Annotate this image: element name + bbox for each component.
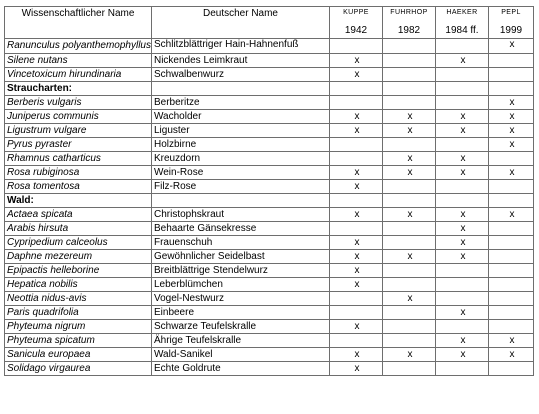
table-row bbox=[5, 96, 534, 110]
occurrence-mark-cell bbox=[435, 68, 488, 82]
occurrence-mark-cell: x bbox=[382, 166, 435, 180]
occurrence-mark-cell: x bbox=[329, 320, 382, 334]
occurrence-mark-cell bbox=[382, 96, 435, 110]
scientific-name-cell: Solidago virgaurea bbox=[5, 362, 152, 376]
source-author: PEPL bbox=[501, 9, 521, 16]
german-name-cell: Christophskraut bbox=[151, 208, 329, 222]
occurrence-mark-cell: x bbox=[329, 54, 382, 68]
empty-cell bbox=[382, 194, 435, 208]
scientific-name-cell: Sanicula europaea bbox=[5, 348, 152, 362]
occurrence-mark-cell bbox=[435, 96, 488, 110]
occurrence-mark-cell bbox=[435, 180, 488, 194]
occurrence-mark-cell: x bbox=[488, 110, 533, 124]
occurrence-mark-cell bbox=[488, 306, 533, 320]
occurrence-mark-cell: x bbox=[382, 208, 435, 222]
occurrence-mark-cell bbox=[382, 180, 435, 194]
occurrence-mark-cell bbox=[435, 39, 488, 54]
occurrence-mark-cell: x bbox=[435, 166, 488, 180]
scientific-name-cell: Actaea spicata bbox=[5, 208, 152, 222]
occurrence-mark-cell bbox=[329, 39, 382, 54]
table-row bbox=[5, 138, 534, 152]
table-header bbox=[5, 7, 534, 39]
german-name-cell: Wacholder bbox=[151, 110, 329, 124]
occurrence-mark-cell: x bbox=[435, 334, 488, 348]
table-row bbox=[5, 222, 534, 236]
occurrence-mark-cell: x bbox=[329, 236, 382, 250]
german-name-cell: Nickendes Leimkraut bbox=[151, 54, 329, 68]
occurrence-mark-cell: x bbox=[329, 264, 382, 278]
occurrence-mark-cell bbox=[488, 180, 533, 194]
occurrence-mark-cell: x bbox=[329, 278, 382, 292]
occurrence-mark-cell bbox=[382, 39, 435, 54]
scientific-name-cell: Berberis vulgaris bbox=[5, 96, 152, 110]
occurrence-mark-cell bbox=[435, 278, 488, 292]
empty-cell bbox=[435, 194, 488, 208]
scientific-name-cell: Epipactis helleborine bbox=[5, 264, 152, 278]
occurrence-mark-cell: x bbox=[435, 348, 488, 362]
german-name-cell: Frauenschuh bbox=[151, 236, 329, 250]
occurrence-mark-cell bbox=[382, 138, 435, 152]
source-year: 1999 bbox=[499, 25, 523, 36]
scientific-name-cell: Paris quadrifolia bbox=[5, 306, 152, 320]
occurrence-mark-cell bbox=[488, 362, 533, 376]
occurrence-mark-cell: x bbox=[382, 152, 435, 166]
table-row bbox=[5, 68, 534, 82]
table-row bbox=[5, 124, 534, 138]
german-name-cell: Behaarte Gänsekresse bbox=[151, 222, 329, 236]
table-row bbox=[5, 166, 534, 180]
occurrence-mark-cell: x bbox=[435, 110, 488, 124]
german-name-cell: Berberitze bbox=[151, 96, 329, 110]
empty-cell bbox=[151, 194, 329, 208]
german-name-cell: Holzbirne bbox=[151, 138, 329, 152]
header-row bbox=[5, 7, 534, 39]
occurrence-mark-cell: x bbox=[382, 250, 435, 264]
scientific-name-cell: Cypripedium calceolus bbox=[5, 236, 152, 250]
table-row bbox=[5, 306, 534, 320]
occurrence-mark-cell: x bbox=[435, 124, 488, 138]
section-label: Wald: bbox=[5, 194, 152, 208]
occurrence-mark-cell bbox=[435, 138, 488, 152]
occurrence-mark-cell: x bbox=[329, 250, 382, 264]
source-author: KUPPE bbox=[343, 9, 369, 16]
table-row bbox=[5, 292, 534, 306]
occurrence-mark-cell: x bbox=[382, 292, 435, 306]
header-source-kuppe bbox=[329, 7, 382, 39]
occurrence-mark-cell: x bbox=[435, 152, 488, 166]
scientific-name-cell: Phyteuma spicatum bbox=[5, 334, 152, 348]
occurrence-mark-cell: x bbox=[488, 348, 533, 362]
german-name-cell: Vogel-Nestwurz bbox=[151, 292, 329, 306]
occurrence-mark-cell bbox=[382, 68, 435, 82]
header-source-haeker bbox=[435, 7, 488, 39]
header-german-name: Deutscher Name bbox=[151, 7, 329, 39]
occurrence-mark-cell bbox=[488, 222, 533, 236]
occurrence-mark-cell bbox=[488, 264, 533, 278]
german-name-cell: Leberblümchen bbox=[151, 278, 329, 292]
german-name-cell: Gewöhnlicher Seidelbast bbox=[151, 250, 329, 264]
occurrence-mark-cell: x bbox=[435, 236, 488, 250]
empty-cell bbox=[488, 82, 533, 96]
occurrence-mark-cell: x bbox=[382, 348, 435, 362]
source-author: FUHRHOP bbox=[390, 9, 428, 16]
occurrence-mark-cell: x bbox=[435, 250, 488, 264]
occurrence-mark-cell: x bbox=[435, 54, 488, 68]
scientific-name-cell: Vincetoxicum hirundinaria bbox=[5, 68, 152, 82]
occurrence-mark-cell bbox=[435, 362, 488, 376]
table-row bbox=[5, 320, 534, 334]
occurrence-mark-cell: x bbox=[488, 39, 533, 54]
source-year: 1942 bbox=[344, 25, 368, 36]
scientific-name-cell: Ranunculus polyanthemophyllus bbox=[5, 39, 152, 54]
empty-cell bbox=[382, 82, 435, 96]
occurrence-mark-cell: x bbox=[435, 222, 488, 236]
occurrence-mark-cell: x bbox=[329, 166, 382, 180]
empty-cell bbox=[329, 194, 382, 208]
german-name-cell: Filz-Rose bbox=[151, 180, 329, 194]
empty-cell bbox=[488, 194, 533, 208]
table-row bbox=[5, 334, 534, 348]
german-name-cell: Kreuzdorn bbox=[151, 152, 329, 166]
occurrence-mark-cell bbox=[488, 54, 533, 68]
scientific-name-cell: Silene nutans bbox=[5, 54, 152, 68]
occurrence-mark-cell bbox=[488, 320, 533, 334]
table-row bbox=[5, 180, 534, 194]
german-name-cell: Liguster bbox=[151, 124, 329, 138]
occurrence-mark-cell bbox=[488, 278, 533, 292]
source-year: 1984 ff. bbox=[445, 25, 479, 36]
section-row bbox=[5, 194, 534, 208]
german-name-cell: Schwarze Teufelskralle bbox=[151, 320, 329, 334]
section-label: Straucharten: bbox=[5, 82, 152, 96]
table-body bbox=[5, 39, 534, 376]
scientific-name-cell: Rosa tomentosa bbox=[5, 180, 152, 194]
table-row bbox=[5, 250, 534, 264]
occurrence-mark-cell bbox=[488, 250, 533, 264]
scientific-name-cell: Arabis hirsuta bbox=[5, 222, 152, 236]
occurrence-mark-cell bbox=[382, 264, 435, 278]
occurrence-mark-cell: x bbox=[382, 110, 435, 124]
source-author: HAEKER bbox=[446, 9, 478, 16]
occurrence-mark-cell bbox=[435, 320, 488, 334]
occurrence-mark-cell bbox=[435, 292, 488, 306]
occurrence-mark-cell: x bbox=[488, 334, 533, 348]
table-row bbox=[5, 110, 534, 124]
german-name-cell: Wald-Sanikel bbox=[151, 348, 329, 362]
source-year: 1982 bbox=[397, 25, 421, 36]
occurrence-mark-cell: x bbox=[329, 110, 382, 124]
header-scientific-name: Wissenschaftlicher Name bbox=[5, 7, 152, 39]
occurrence-mark-cell: x bbox=[382, 124, 435, 138]
occurrence-mark-cell bbox=[382, 236, 435, 250]
occurrence-mark-cell bbox=[329, 96, 382, 110]
occurrence-mark-cell: x bbox=[329, 68, 382, 82]
empty-cell bbox=[151, 82, 329, 96]
occurrence-mark-cell: x bbox=[488, 166, 533, 180]
german-name-cell: Breitblättrige Stendelwurz bbox=[151, 264, 329, 278]
table-row bbox=[5, 54, 534, 68]
german-name-cell: Echte Goldrute bbox=[151, 362, 329, 376]
occurrence-mark-cell: x bbox=[488, 208, 533, 222]
empty-cell bbox=[435, 82, 488, 96]
occurrence-mark-cell bbox=[329, 152, 382, 166]
table-row bbox=[5, 264, 534, 278]
occurrence-mark-cell bbox=[329, 334, 382, 348]
occurrence-mark-cell bbox=[382, 278, 435, 292]
occurrence-mark-cell bbox=[488, 152, 533, 166]
german-name-cell: Einbeere bbox=[151, 306, 329, 320]
german-name-cell: Wein-Rose bbox=[151, 166, 329, 180]
occurrence-mark-cell: x bbox=[329, 180, 382, 194]
occurrence-mark-cell: x bbox=[329, 362, 382, 376]
scientific-name-cell: Hepatica nobilis bbox=[5, 278, 152, 292]
occurrence-mark-cell bbox=[488, 68, 533, 82]
header-source-fuhrhop bbox=[382, 7, 435, 39]
scientific-name-cell: Juniperus communis bbox=[5, 110, 152, 124]
table-row bbox=[5, 236, 534, 250]
occurrence-mark-cell bbox=[382, 54, 435, 68]
empty-cell bbox=[329, 82, 382, 96]
scientific-name-cell: Neottia nidus-avis bbox=[5, 292, 152, 306]
occurrence-mark-cell bbox=[329, 222, 382, 236]
occurrence-mark-cell bbox=[382, 306, 435, 320]
scientific-name-cell: Rosa rubiginosa bbox=[5, 166, 152, 180]
table-row bbox=[5, 208, 534, 222]
occurrence-mark-cell: x bbox=[435, 208, 488, 222]
occurrence-mark-cell bbox=[488, 236, 533, 250]
scientific-name-cell: Rhamnus catharticus bbox=[5, 152, 152, 166]
occurrence-mark-cell bbox=[435, 264, 488, 278]
occurrence-mark-cell bbox=[329, 138, 382, 152]
occurrence-mark-cell bbox=[382, 334, 435, 348]
scientific-name-cell: Ligustrum vulgare bbox=[5, 124, 152, 138]
german-name-cell: Ährige Teufelskralle bbox=[151, 334, 329, 348]
section-row bbox=[5, 82, 534, 96]
occurrence-mark-cell: x bbox=[488, 124, 533, 138]
occurrence-mark-cell: x bbox=[329, 124, 382, 138]
german-name-cell: Schlitzblättriger Hain-Hahnenfuß bbox=[151, 39, 329, 54]
header-source-pepl bbox=[488, 7, 533, 39]
occurrence-mark-cell: x bbox=[435, 306, 488, 320]
occurrence-mark-cell bbox=[382, 362, 435, 376]
table-row bbox=[5, 362, 534, 376]
scientific-name-cell: Daphne mezereum bbox=[5, 250, 152, 264]
occurrence-mark-cell bbox=[329, 292, 382, 306]
table-row bbox=[5, 278, 534, 292]
table-row bbox=[5, 152, 534, 166]
scientific-name-cell: Pyrus pyraster bbox=[5, 138, 152, 152]
table-row bbox=[5, 348, 534, 362]
occurrence-mark-cell: x bbox=[488, 96, 533, 110]
scientific-name-cell: Phyteuma nigrum bbox=[5, 320, 152, 334]
table-row bbox=[5, 39, 534, 54]
occurrence-mark-cell bbox=[329, 306, 382, 320]
occurrence-mark-cell: x bbox=[329, 348, 382, 362]
occurrence-mark-cell: x bbox=[488, 138, 533, 152]
occurrence-mark-cell bbox=[488, 292, 533, 306]
species-table bbox=[4, 6, 534, 376]
occurrence-mark-cell bbox=[382, 222, 435, 236]
german-name-cell: Schwalbenwurz bbox=[151, 68, 329, 82]
occurrence-mark-cell: x bbox=[329, 208, 382, 222]
occurrence-mark-cell bbox=[382, 320, 435, 334]
